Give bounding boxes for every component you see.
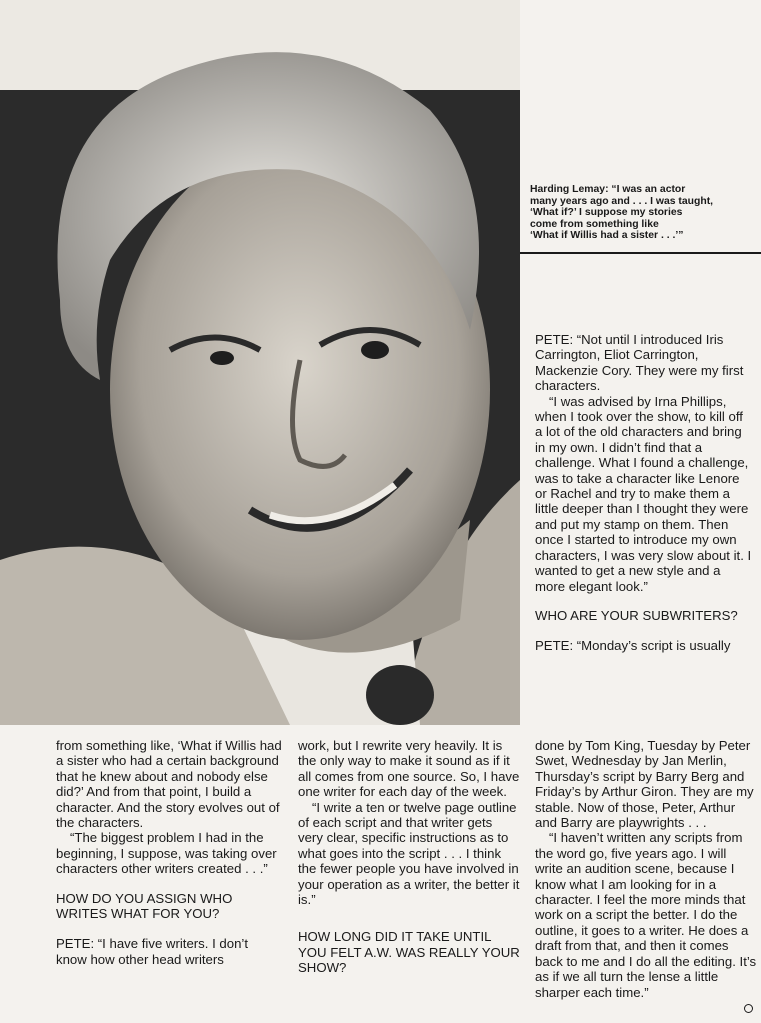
bottom-column-2 bbox=[298, 738, 520, 976]
answer-paragraph: PETE: “Not until I introduced Iris Carrington, Eliot Carrington, Mackenzie Cory. They were my first characters. bbox=[535, 332, 744, 394]
interview-question: WHO ARE YOUR SUBWRITERS? bbox=[535, 607, 738, 623]
bottom-column-1 bbox=[56, 738, 282, 967]
right-column bbox=[535, 332, 753, 654]
interview-question: HOW DO YOU ASSIGN WHO WRITES WHAT FOR YOU? bbox=[56, 890, 233, 922]
photo-caption bbox=[530, 184, 755, 242]
caption-line: come from something like bbox=[530, 218, 659, 230]
caption-line: ‘What if Willis had a sister . . .’” bbox=[530, 230, 684, 242]
answer-paragraph: “I haven’t written any scripts from the word go, five years ago. I will write an audition scene, because I know what I am looking for in a character. I feel the more minds that work on a script the better. I do the outline, it goes to a writer. He does a draft from that, and then it comes back to me and I do all the editing. It’s as if we all turn the lense a little sharper each time.” bbox=[535, 830, 757, 1000]
interview-question: HOW LONG DID IT TAKE UNTIL YOU FELT A.W. WAS REALLY YOUR SHOW? bbox=[298, 929, 520, 976]
answer-paragraph: “I write a ten or twelve page outline of each script and that writer gets very clear, specific instructions as to what goes into the script . . . I think the fewer people you have involved in your operation as a writer, the better it is.” bbox=[298, 799, 520, 908]
answer-paragraph: PETE: “Monday’s script is usually bbox=[535, 638, 731, 654]
answer-paragraph: PETE: “I have five writers. I don’t know how other head writers bbox=[56, 936, 249, 967]
caption-line: many years ago and . . . I was taught, bbox=[530, 195, 714, 207]
portrait-illustration bbox=[0, 0, 520, 725]
bottom-column-3 bbox=[535, 738, 757, 1000]
caption-divider bbox=[520, 252, 761, 254]
answer-paragraph: “The biggest problem I had in the beginning, I suppose, was taking over characters other writers created . . .” bbox=[56, 830, 277, 877]
answer-paragraph: “I was advised by Irna Phillips, when I took over the show, to kill off a lot of the old characters and bring in my own. I didn’t find that a challenge. What I found a challenge, was to take a character like Lenore or Rachel and try to make them a little deeper than I thought they were and put my stamp on them. Then once I started to introduce my own characters, I was very slow about it. I wanted to get a new style and a more elegant look.” bbox=[535, 393, 752, 594]
answer-paragraph: done by Tom King, Tuesday by Peter Swet, Wednesday by Jan Merlin, Thursday’s script by Barry Berg and Friday’s by Arthur Giron. They are my stable. Now of those, Peter, Arthur and Barry are playwrights . . . bbox=[535, 738, 754, 831]
caption-line: Harding Lemay: “I was an actor bbox=[530, 184, 686, 195]
answer-paragraph: work, but I rewrite very heavily. It is the only way to make it sound as if it all comes from one source. So, I have one writer for each day of the week. bbox=[298, 738, 520, 800]
caption-line: ‘What if?’ I suppose my stories bbox=[530, 207, 683, 219]
answer-paragraph: from something like, ‘What if Willis had a sister who had a certain background that he knew about and nobody else did?’ And from that point, I build a character. And the story evolves out of the characters. bbox=[56, 738, 282, 831]
portrait-photo bbox=[0, 0, 520, 725]
end-mark-icon bbox=[744, 1004, 753, 1013]
